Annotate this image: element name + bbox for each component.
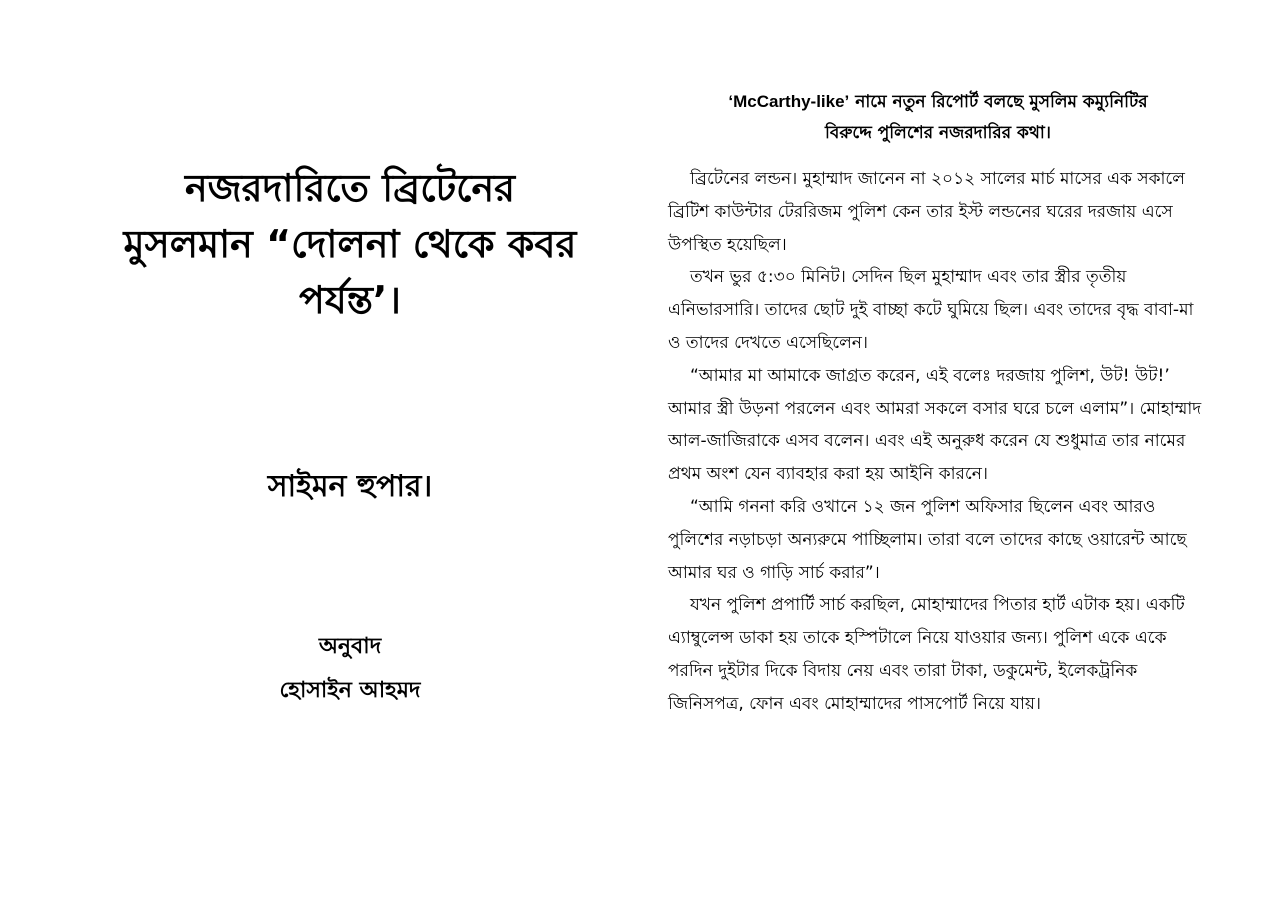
article-heading [668,86,1208,149]
translator-label: অনুবাদ [318,634,382,659]
article-paragraph: ব্রিটেনের লন্ডন। মুহাম্মাদ জানেন না ২০১২ সালের মার্চ মাসের এক সকালে ব্রিটিশ কাউন্টার টেররিজম পুলিশ কেন তার ইস্ট লন্ডনের ঘরের দরজায় এসে উপস্থিত হয়েছিল। [668,169,1185,255]
book-title-line: মুসলমান “দোলনা থেকে কবর [123,222,577,266]
book-title [60,160,640,328]
translator-block [60,625,640,713]
translator-name: হোসাইন আহমদ [279,678,421,703]
article-paragraph: যখন পুলিশ প্রপার্টি সার্চ করছিল, মোহাম্মাদের পিতার হার্ট এটাক হয়। একটি এ্যাম্বুলেন্স ডাকা হয় তাকে হস্পিটালে নিয়ে যাওয়ার জন্য। পুলিশ একে একে পরদিন দুইটার দিকে বিদায় নেয় এবং তারা টাকা, ডকুমেন্ট, ইলেকট্রনিক জিনিসপত্র, ফোন এবং মোহাম্মাদের পাসপোর্ট নিয়ে যায়। [668,595,1185,714]
article-page [668,86,1208,721]
article-heading-english: ‘McCarthy-like’ [728,92,850,111]
article-heading-line-1 [668,86,1208,118]
article-paragraph: তখন ভুর ৫:৩০ মিনিট। সেদিন ছিল মুহাম্মাদ এবং তার স্ত্রীর তৃতীয় এনিভারসারি। তাদের ছোট দুই বাচ্ছা কটে ঘুমিয়ে ছিল। এবং তাদের বৃদ্ধ বাবা-মা ও তাদের দেখতে এসেছিলেন। [668,267,1194,353]
cover-page [60,160,640,328]
book-title-line: নজরদারিতে ব্রিটেনের [184,166,516,210]
book-title-line: পর্যন্ত’। [299,278,401,322]
article-paragraph: “আমি গননা করি ওখানে ১২ জন পুলিশ অফিসার ছিলেন এবং আরও পুলিশের নড়াচড়া অন্যরুমে পাচ্ছিলাম। তারা বলে তাদের কাছে ওয়ারেন্ট আছে আমার ঘর ও গাড়ি সার্চ করার”। [668,496,1187,583]
article-paragraph: “আমার মা আমাকে জাগ্রত করেন, এই বলেঃ দরজায় পুলিশ, উট! উট!’ আমার স্ত্রী উড়না পরলেন এবং আমরা সকলে বসার ঘরে চলে এলাম”। মোহাম্মাদ আল-জাজিরাকে এসব বলেন। এবং এই অনুরুধ করেন যে শুধুমাত্র তার নামের প্রথম অংশ যেন ব্যাবহার করা হয় আইনি কারনে। [668,365,1202,485]
author-name: সাইমন হুপার। [267,469,433,504]
article-heading-line-1-rest: নামে নতুন রিপোর্ট বলছে মুসলিম কম্যুনিটির [849,92,1148,112]
article-heading-line-2: বিরুদ্দে পুলিশের নজরদারির কথা। [825,123,1051,143]
